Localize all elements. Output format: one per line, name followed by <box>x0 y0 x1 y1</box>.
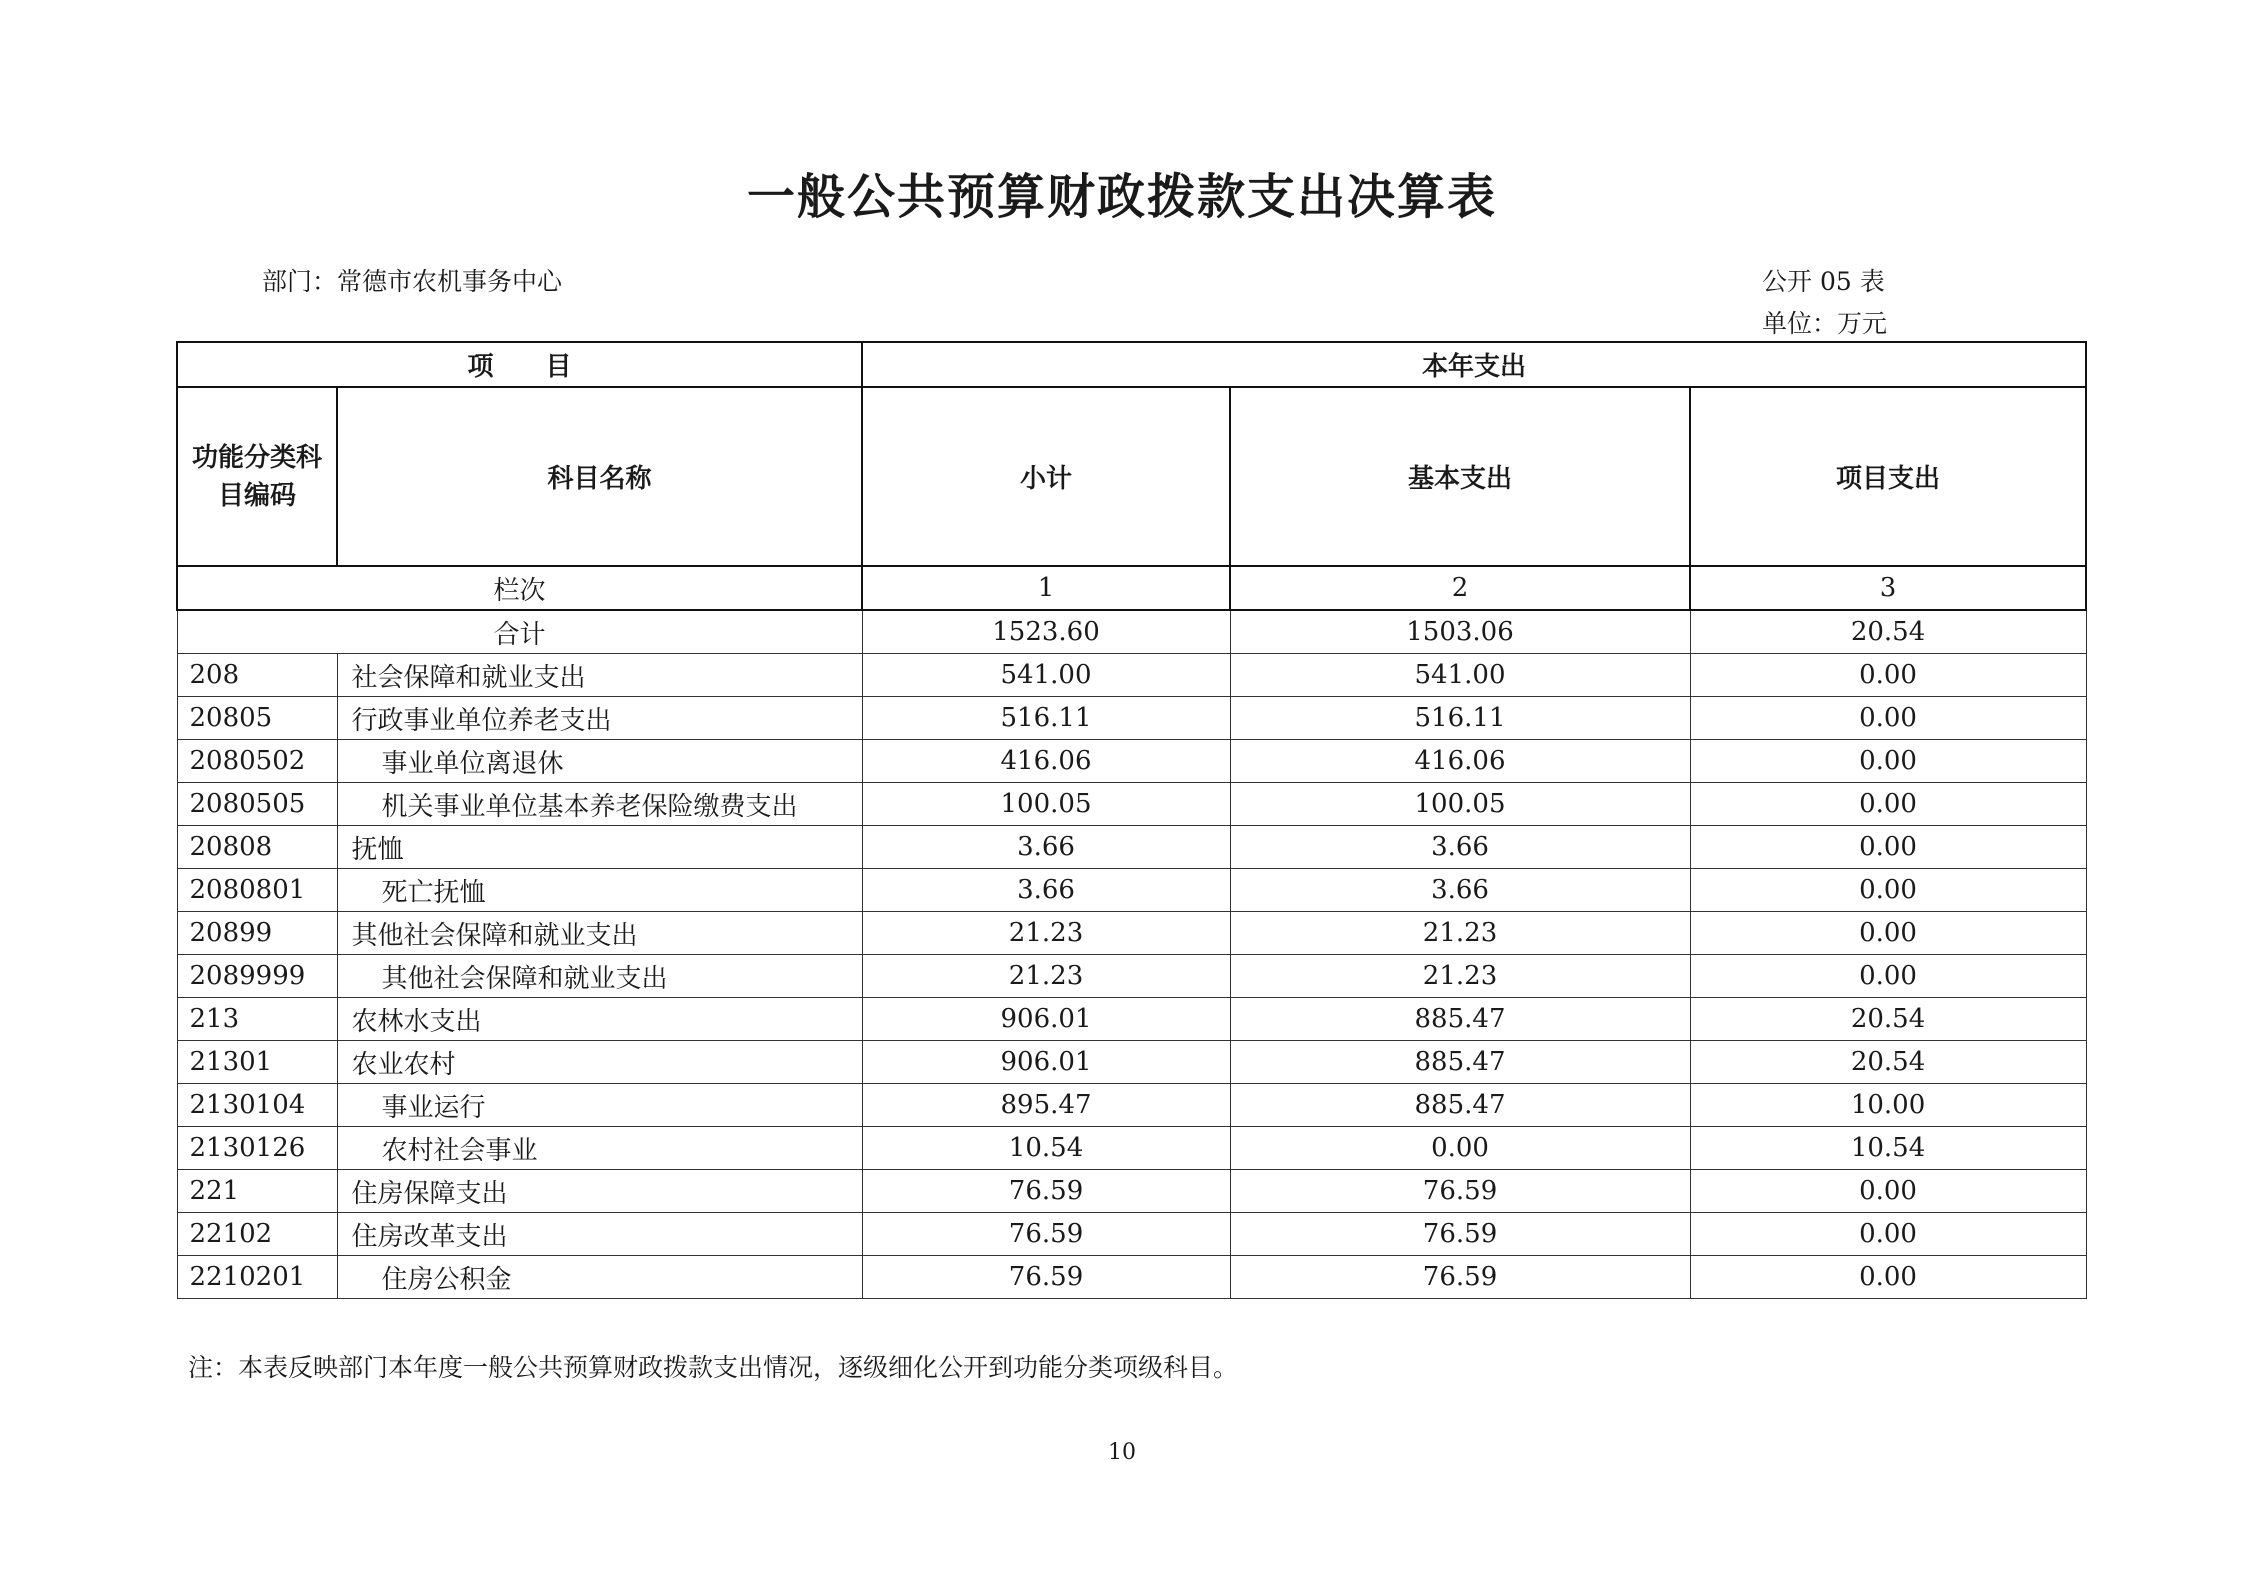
total-row <box>177 610 2086 654</box>
column-index-label: 栏次 <box>177 566 862 610</box>
table-row <box>177 783 2086 826</box>
table-row <box>177 912 2086 955</box>
row-name: 农村社会事业 <box>337 1127 862 1170</box>
page-title: 一般公共预算财政拨款支出决算表 <box>746 169 1497 225</box>
column-index-2: 2 <box>1230 566 1690 610</box>
row-basic: 885.47 <box>1230 1084 1690 1127</box>
row-name: 农林水支出 <box>337 998 862 1041</box>
budget-table <box>176 341 2087 1299</box>
table-row <box>177 869 2086 912</box>
row-name: 抚恤 <box>337 826 862 869</box>
row-project: 10.54 <box>1690 1127 2086 1170</box>
row-code: 20805 <box>177 697 337 740</box>
row-project: 0.00 <box>1690 1256 2086 1299</box>
row-code: 2210201 <box>177 1256 337 1299</box>
column-index-1: 1 <box>862 566 1230 610</box>
row-subtotal: 21.23 <box>862 955 1230 998</box>
form-code: 公开 05 表 <box>1762 267 1885 296</box>
row-project: 0.00 <box>1690 783 2086 826</box>
row-project: 20.54 <box>1690 1041 2086 1084</box>
row-project: 0.00 <box>1690 697 2086 740</box>
row-subtotal: 76.59 <box>862 1256 1230 1299</box>
row-subtotal: 21.23 <box>862 912 1230 955</box>
header-project: 项目支出 <box>1690 387 2086 566</box>
row-project: 0.00 <box>1690 740 2086 783</box>
row-subtotal: 3.66 <box>862 869 1230 912</box>
row-code: 2080505 <box>177 783 337 826</box>
row-name: 住房保障支出 <box>337 1170 862 1213</box>
row-subtotal: 76.59 <box>862 1170 1230 1213</box>
table-row <box>177 1256 2086 1299</box>
row-subtotal: 906.01 <box>862 1041 1230 1084</box>
row-code: 2130126 <box>177 1127 337 1170</box>
row-basic: 416.06 <box>1230 740 1690 783</box>
row-code: 20808 <box>177 826 337 869</box>
department-label: 部门：常德市农机事务中心 <box>262 267 563 296</box>
table-row <box>177 1084 2086 1127</box>
row-project: 0.00 <box>1690 826 2086 869</box>
row-project: 0.00 <box>1690 1170 2086 1213</box>
row-name: 其他社会保障和就业支出 <box>337 955 862 998</box>
row-project: 0.00 <box>1690 869 2086 912</box>
row-basic: 100.05 <box>1230 783 1690 826</box>
row-code: 2130104 <box>177 1084 337 1127</box>
row-basic: 21.23 <box>1230 912 1690 955</box>
row-code: 2080502 <box>177 740 337 783</box>
header-name: 科目名称 <box>337 387 862 566</box>
row-name: 行政事业单位养老支出 <box>337 697 862 740</box>
row-basic: 516.11 <box>1230 697 1690 740</box>
row-basic: 885.47 <box>1230 1041 1690 1084</box>
header-subtotal: 小计 <box>862 387 1230 566</box>
row-name: 社会保障和就业支出 <box>337 654 862 697</box>
row-basic: 3.66 <box>1230 826 1690 869</box>
column-index-row <box>177 566 2086 610</box>
row-code: 2080801 <box>177 869 337 912</box>
row-subtotal: 10.54 <box>862 1127 1230 1170</box>
table-row <box>177 826 2086 869</box>
row-name: 住房公积金 <box>337 1256 862 1299</box>
row-project: 0.00 <box>1690 955 2086 998</box>
unit-label: 单位：万元 <box>1762 309 1888 338</box>
row-basic: 885.47 <box>1230 998 1690 1041</box>
row-code: 21301 <box>177 1041 337 1084</box>
page-number: 10 <box>1108 1440 1136 1465</box>
total-label: 合计 <box>177 610 862 654</box>
row-subtotal: 3.66 <box>862 826 1230 869</box>
row-project: 20.54 <box>1690 998 2086 1041</box>
table-row <box>177 654 2086 697</box>
table-row <box>177 740 2086 783</box>
table-row <box>177 1170 2086 1213</box>
row-project: 10.00 <box>1690 1084 2086 1127</box>
row-basic: 21.23 <box>1230 955 1690 998</box>
total-subtotal: 1523.60 <box>862 610 1230 654</box>
total-project: 20.54 <box>1690 610 2086 654</box>
header-code: 功能分类科目编码 <box>177 387 337 566</box>
row-code: 221 <box>177 1170 337 1213</box>
row-basic: 541.00 <box>1230 654 1690 697</box>
row-name: 住房改革支出 <box>337 1213 862 1256</box>
row-subtotal: 516.11 <box>862 697 1230 740</box>
header-row-columns <box>177 387 2086 566</box>
header-item: 项 目 <box>177 342 862 387</box>
row-code: 208 <box>177 654 337 697</box>
row-subtotal: 541.00 <box>862 654 1230 697</box>
row-name: 事业运行 <box>337 1084 862 1127</box>
row-subtotal: 906.01 <box>862 998 1230 1041</box>
table-row <box>177 955 2086 998</box>
row-code: 22102 <box>177 1213 337 1256</box>
row-name: 其他社会保障和就业支出 <box>337 912 862 955</box>
row-project: 0.00 <box>1690 912 2086 955</box>
footnote: 注：本表反映部门本年度一般公共预算财政拨款支出情况，逐级细化公开到功能分类项级科目。 <box>188 1353 1239 1382</box>
row-code: 213 <box>177 998 337 1041</box>
row-name: 农业农村 <box>337 1041 862 1084</box>
row-subtotal: 100.05 <box>862 783 1230 826</box>
row-subtotal: 76.59 <box>862 1213 1230 1256</box>
row-basic: 76.59 <box>1230 1213 1690 1256</box>
row-subtotal: 895.47 <box>862 1084 1230 1127</box>
table-row <box>177 1127 2086 1170</box>
table-row <box>177 697 2086 740</box>
row-code: 2089999 <box>177 955 337 998</box>
total-basic: 1503.06 <box>1230 610 1690 654</box>
table-row <box>177 998 2086 1041</box>
table-row <box>177 1041 2086 1084</box>
row-basic: 76.59 <box>1230 1170 1690 1213</box>
header-row-top <box>177 342 2086 387</box>
row-basic: 76.59 <box>1230 1256 1690 1299</box>
row-project: 0.00 <box>1690 654 2086 697</box>
column-index-3: 3 <box>1690 566 2086 610</box>
row-name: 死亡抚恤 <box>337 869 862 912</box>
row-subtotal: 416.06 <box>862 740 1230 783</box>
row-basic: 0.00 <box>1230 1127 1690 1170</box>
table-row <box>177 1213 2086 1256</box>
header-current-year: 本年支出 <box>862 342 2086 387</box>
row-project: 0.00 <box>1690 1213 2086 1256</box>
header-basic: 基本支出 <box>1230 387 1690 566</box>
row-name: 机关事业单位基本养老保险缴费支出 <box>337 783 862 826</box>
row-basic: 3.66 <box>1230 869 1690 912</box>
row-name: 事业单位离退休 <box>337 740 862 783</box>
row-code: 20899 <box>177 912 337 955</box>
